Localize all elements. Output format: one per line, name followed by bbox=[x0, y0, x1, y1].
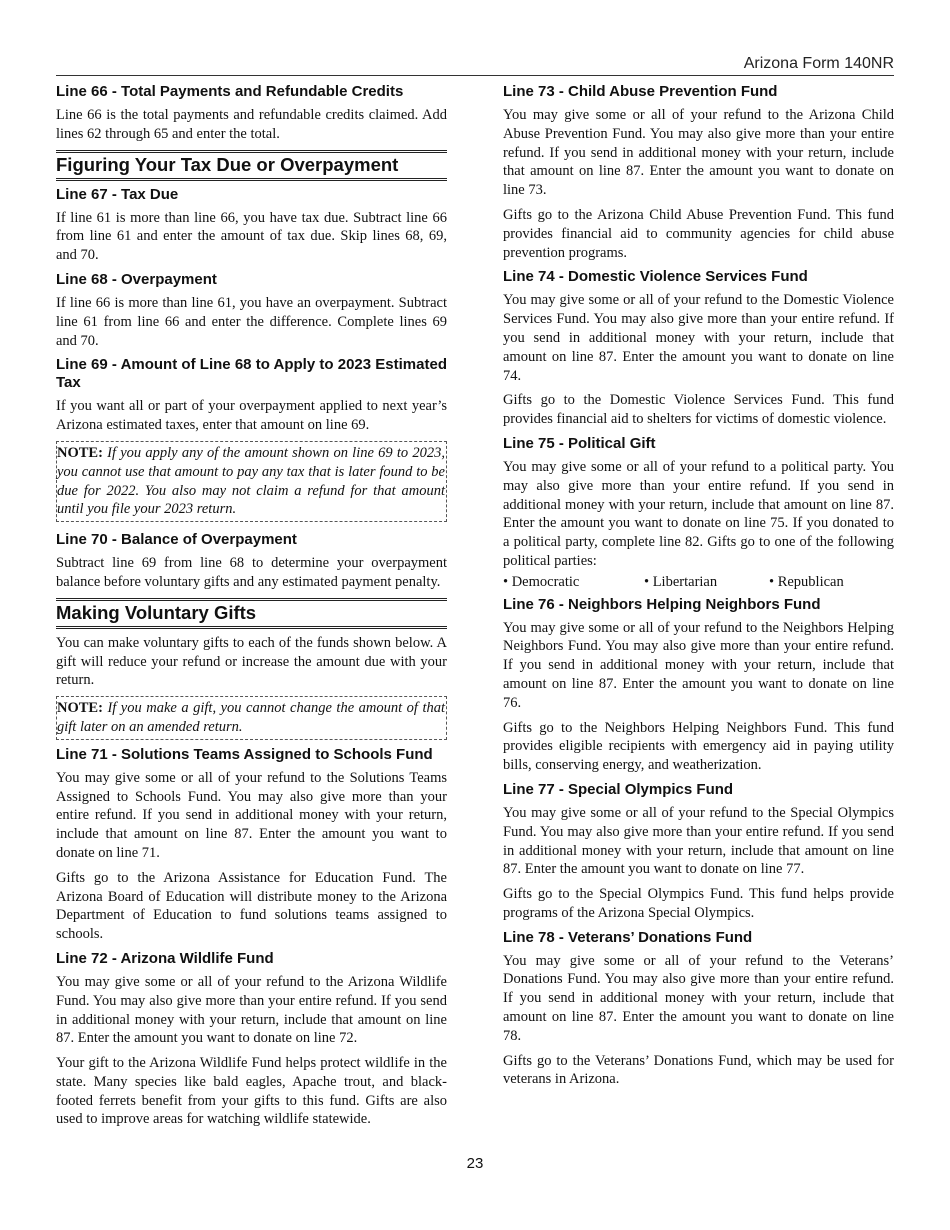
line78-heading: Line 78 - Veterans’ Donations Fund bbox=[503, 928, 753, 946]
line77-body-1: You may give some or all of your refund to the Special Olympics Fund. You may also give more than your entire refund. If you send in additional money with your return, include that amount on line 87. Enter the amount you want to donate on line 77. bbox=[503, 804, 894, 878]
party-republican: Republican bbox=[777, 573, 844, 590]
list-item: • Libertarian bbox=[644, 573, 718, 590]
line73-heading: Line 73 - Child Abuse Prevention Fund bbox=[503, 83, 778, 100]
line75-body-1: You may give some or all of your refund to a political party. You may also give more than your entire refund. If you send in additional money with your return, include that amount on line 87. Enter the amount you want to donate on line 75. If you donated to a political party, complete line 82. Gifts go to one of the following political parties: bbox=[503, 458, 894, 569]
line74-body-1: You may give some or all of your refund to the Domestic Violence Services Fund. You may also give more than your entire refund. If you send in additional money with your return, include that amount on line 87. Enter the amount you want to donate on line 74. bbox=[503, 292, 894, 384]
left-column bbox=[56, 83, 447, 1135]
line72-body-2: Your gift to the Arizona Wildlife Fund helps protect wildlife in the state. Many species like bald eagles, Apache trout, and black-footed ferrets benefit from your gifts to this fund. Gifts are also used to improve areas for watching wildlife statewide. bbox=[56, 1055, 447, 1128]
note-text: If you apply any of the amount shown on line 69 to 2023, you cannot use that amount to pay any tax that is later found to be due for 2022. You also may not claim a refund for that amount until you file your 2023 return. bbox=[57, 444, 446, 518]
line76-heading: Line 76 - Neighbors Helping Neighbors Fund bbox=[503, 595, 821, 613]
right-column bbox=[503, 83, 894, 1095]
note-label: NOTE: bbox=[57, 700, 103, 717]
line66-heading: Line 66 - Total Payments and Refundable Credits bbox=[56, 83, 404, 100]
section-voluntary-gifts: Making Voluntary Gifts bbox=[56, 598, 447, 629]
line74-heading: Line 74 - Domestic Violence Services Fund bbox=[503, 268, 808, 286]
line76-body-1: You may give some or all of your refund to the Neighbors Helping Neighbors Fund. You may also give more than your entire refund. If you send in additional money with your return, include that amount on line 87. Enter the amount you want to donate on line 76. bbox=[503, 619, 894, 711]
line75-heading: Line 75 - Political Gift bbox=[503, 434, 656, 452]
line68-heading: Line 68 - Overpayment bbox=[56, 270, 217, 288]
line72-body-1: You may give some or all of your refund to the Arizona Wildlife Fund. You may also give more than your entire refund. If you send in additional money with your return, include that amount on line 87. Enter the amount you want to donate on line 72. bbox=[56, 973, 447, 1047]
gifts-intro: You can make voluntary gifts to each of the funds shown below. A gift will reduce your refund or increase the amount due with your return. bbox=[56, 634, 447, 689]
line71-body-2: Gifts go to the Arizona Assistance for Education Fund. The Arizona Board of Education will distribute money to the Arizona Department of Education to fund solutions teams assigned to schools. bbox=[56, 869, 447, 943]
political-party-list bbox=[503, 573, 894, 592]
line71-body-1: You may give some or all of your refund to the Solutions Teams Assigned to Schools Fund. You may also give more than your entire refund. If you send in additional money with your return, include that amount on line 87. Enter the amount you want to donate on line 71. bbox=[56, 769, 447, 861]
line68-body: If line 66 is more than line 61, you have an overpayment. Subtract line 61 from line 66 and enter the difference. Complete lines 69 and 70. bbox=[56, 294, 447, 349]
line72-heading: Line 72 - Arizona Wildlife Fund bbox=[56, 949, 274, 967]
line78-body-2: Gifts go to the Veterans’ Donations Fund, which may be used for veterans in Arizona. bbox=[503, 1052, 894, 1088]
party-libertarian: Libertarian bbox=[652, 573, 718, 590]
note-text: If you make a gift, you cannot change the amount of that gift later on an amended return. bbox=[57, 700, 445, 735]
line73-body-1: You may give some or all of your refund to the Arizona Child Abuse Prevention Fund. You may also give more than your entire refund. If you send in additional money with your return, include that amount on line 87. Enter the amount you want to donate on line 73. bbox=[503, 107, 894, 199]
line77-body-2: Gifts go to the Special Olympics Fund. This fund helps provide programs of the Arizona Special Olympics. bbox=[503, 886, 894, 921]
line71-heading: Line 71 - Solutions Teams Assigned to Schools Fund bbox=[56, 745, 433, 763]
line69-heading: Line 69 - Amount of Line 68 to Apply to 2023 Estimated Tax bbox=[56, 356, 447, 392]
section-figuring-tax: Figuring Your Tax Due or Overpayment bbox=[56, 150, 447, 181]
line67-body: If line 61 is more than line 66, you have tax due. Subtract line 66 from line 61 and enter the amount of tax due. Skip lines 68, 69, and 70. bbox=[56, 209, 447, 264]
line70-body: Subtract line 69 from line 68 to determine your overpayment balance before voluntary gifts and any estimated payment penalty. bbox=[56, 555, 447, 590]
page-number: 23 bbox=[466, 1155, 484, 1172]
list-item: • Republican bbox=[769, 573, 844, 590]
line78-body-1: You may give some or all of your refund to the Veterans’ Donations Fund. You may also give more than your entire refund. If you send in additional money with your return, include that amount on line 87. Enter the amount you want to donate on line 78. bbox=[503, 952, 894, 1044]
line66-body: Line 66 is the total payments and refundable credits claimed. Add lines 62 through 65 and enter the total. bbox=[56, 107, 447, 142]
note-label: NOTE: bbox=[57, 444, 103, 461]
line77-heading: Line 77 - Special Olympics Fund bbox=[503, 780, 734, 798]
header-divider bbox=[56, 75, 894, 76]
line76-body-2: Gifts go to the Neighbors Helping Neighbors Fund. This fund provides eligible recipients with emergency aid in paying utility bills, conserving energy, and weatherization. bbox=[503, 719, 894, 774]
list-item: • Democratic bbox=[503, 573, 580, 590]
party-democratic: Democratic bbox=[511, 573, 580, 590]
line69-body: If you want all or part of your overpayment applied to next year’s Arizona estimated taxes, enter that amount on line 69. bbox=[56, 398, 447, 434]
line74-body-2: Gifts go to the Domestic Violence Services Fund. This fund provides financial aid to shelters for victims of domestic violence. bbox=[503, 392, 894, 428]
line67-heading: Line 67 - Tax Due bbox=[56, 185, 179, 203]
form-title: Arizona Form 140NR bbox=[743, 55, 894, 72]
gifts-note bbox=[56, 696, 447, 740]
line69-note bbox=[56, 441, 447, 522]
line73-body-2: Gifts go to the Arizona Child Abuse Prevention Fund. This fund provides financial aid to community agencies for child abuse prevention programs. bbox=[503, 206, 894, 261]
line70-heading: Line 70 - Balance of Overpayment bbox=[56, 531, 297, 549]
